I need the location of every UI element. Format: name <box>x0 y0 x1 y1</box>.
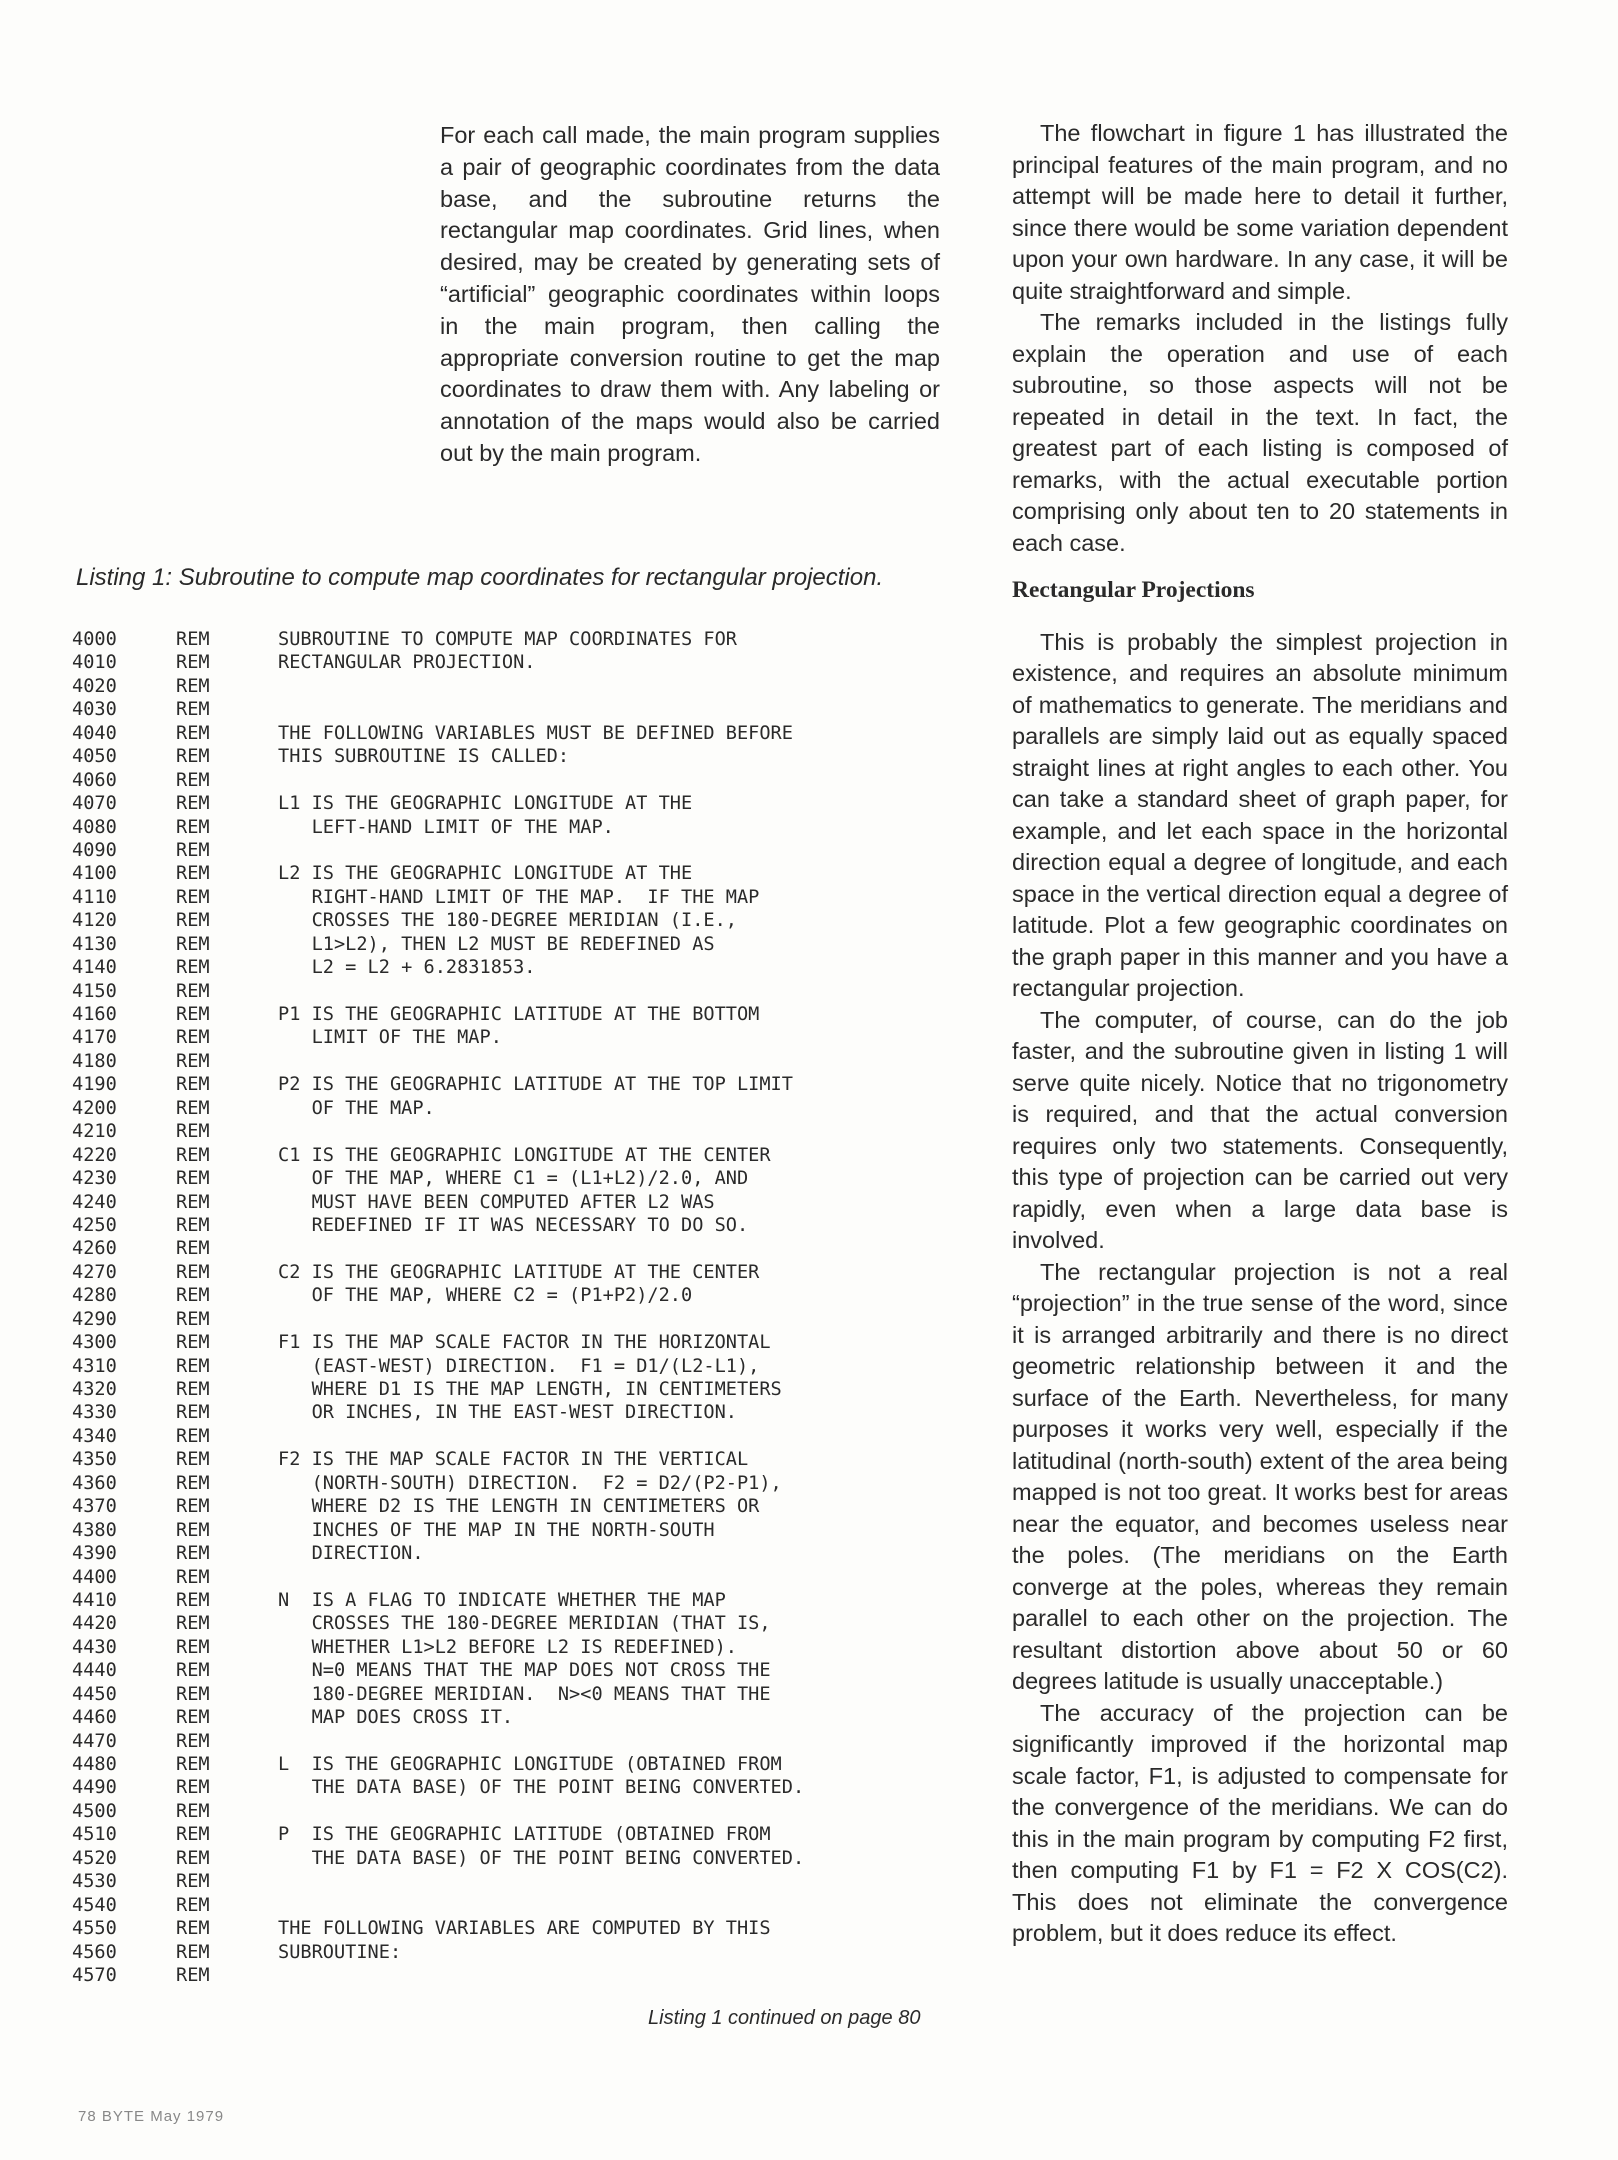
line-number: 4290 <box>72 1308 117 1330</box>
listing-line <box>72 1237 972 1260</box>
listing-caption: Listing 1: Subroutine to compute map coordinates for rectangular projection. <box>76 564 884 591</box>
listing-line <box>72 1050 972 1073</box>
line-text: SUBROUTINE TO COMPUTE MAP COORDINATES FOR <box>278 629 737 650</box>
line-text <box>278 1425 972 1448</box>
line-text: L1 IS THE GEOGRAPHIC LONGITUDE AT THE <box>278 793 693 815</box>
listing-line <box>72 1472 972 1495</box>
line-text: INCHES OF THE MAP IN THE NORTH-SOUTH <box>278 1519 715 1541</box>
line-text: RECTANGULAR PROJECTION. <box>278 652 536 674</box>
listing-line <box>72 628 972 651</box>
line-text: N IS A FLAG TO INDICATE WHETHER THE MAP <box>278 1589 726 1611</box>
line-number: 4060 <box>72 769 117 791</box>
rem-keyword: REM <box>176 886 210 908</box>
intro-paragraph: For each call made, the main program supplies a pair of geographic coordinates from the data base, and the subroutine returns the rectangular map coordinates. Grid lines, when desired, may be created by generating sets of “artificial” geographic coordinates within loops in the main program, then calling the appropriate conversion routine to get the map coordinates to draw them with. Any labeling or annotation of the maps would also be carried out by the main program. <box>440 122 940 466</box>
listing-line <box>72 956 972 979</box>
rem-keyword: REM <box>176 699 210 721</box>
rem-keyword: REM <box>176 1566 210 1588</box>
line-text: THE FOLLOWING VARIABLES MUST BE DEFINED BEFORE <box>278 722 793 744</box>
line-number: 4430 <box>72 1636 117 1658</box>
line-text: WHERE D2 IS THE LENGTH IN CENTIMETERS OR <box>278 1496 760 1518</box>
line-number: 4410 <box>72 1589 117 1611</box>
rem-keyword: REM <box>176 1121 210 1143</box>
listing-line <box>72 1964 972 1987</box>
line-text: OF THE MAP, WHERE C1 = (L1+L2)/2.0, AND <box>278 1168 749 1190</box>
line-text: THIS SUBROUTINE IS CALLED: <box>278 746 570 768</box>
right-column <box>1012 118 1508 1950</box>
rem-keyword: REM <box>176 980 210 1002</box>
line-text: WHERE D1 IS THE MAP LENGTH, IN CENTIMETERS <box>278 1379 782 1400</box>
rem-keyword: REM <box>176 1261 210 1283</box>
line-text: CROSSES THE 180-DEGREE MERIDIAN (I.E., <box>278 910 737 932</box>
rem-keyword: REM <box>176 1613 210 1635</box>
listing-line <box>72 909 972 932</box>
line-text: F2 IS THE MAP SCALE FACTOR IN THE VERTICAL <box>278 1449 749 1471</box>
line-text: RIGHT-HAND LIMIT OF THE MAP. IF THE MAP <box>278 886 760 908</box>
listing-line <box>72 1214 972 1237</box>
listing-line <box>72 1519 972 1542</box>
line-number: 4320 <box>72 1379 117 1400</box>
line-number: 4160 <box>72 1004 117 1025</box>
rem-keyword: REM <box>176 1214 210 1236</box>
line-number: 4100 <box>72 863 117 885</box>
line-text: DIRECTION. <box>278 1543 424 1565</box>
line-number: 4230 <box>72 1168 117 1190</box>
line-text: N=0 MEANS THAT THE MAP DOES NOT CROSS THE <box>278 1660 771 1682</box>
line-number: 4480 <box>72 1754 117 1775</box>
line-number: 4340 <box>72 1425 117 1447</box>
listing-line <box>72 1284 972 1307</box>
listing-line <box>72 1800 972 1823</box>
line-text: THE DATA BASE) OF THE POINT BEING CONVERTED. <box>278 1777 805 1799</box>
listing-line <box>72 1495 972 1518</box>
paragraph-not-real-projection: The rectangular projection is not a real “projection” in the true sense of the word, since it is arranged arbitrarily and there is no direct geometric relationship between it and the surface of the Earth. Nevertheless, for many purposes it works very well, especially if the latitudinal (north-south) extent of the area being mapped is not too great. It works best for areas near the equator, and becomes useless near the poles. (The meridians on the Earth converge at the poles, whereas they remain parallel to each other on the projection. The resultant distortion above about 50 or 60 degrees latitude is usually unacceptable.) <box>1012 1258 1508 1694</box>
listing-line <box>72 839 972 862</box>
listing-line <box>72 1894 972 1917</box>
listing-line <box>72 1776 972 1799</box>
rem-keyword: REM <box>176 1472 210 1494</box>
listing-line <box>72 816 972 839</box>
line-text: P IS THE GEOGRAPHIC LATITUDE (OBTAINED FROM <box>278 1824 771 1846</box>
listing-line <box>72 1636 972 1659</box>
listing-line <box>72 1753 972 1776</box>
rem-keyword: REM <box>176 1379 210 1400</box>
line-number: 4270 <box>72 1261 117 1283</box>
listing-line <box>72 1683 972 1706</box>
line-text <box>278 1050 972 1073</box>
line-text: L2 IS THE GEOGRAPHIC LONGITUDE AT THE <box>278 863 693 885</box>
line-text: L2 = L2 + 6.2831853. <box>278 957 536 979</box>
paragraph-remarks: The remarks included in the listings fully explain the operation and use of each subroutine, so those aspects will not be repeated in detail in the text. In fact, the greatest part of each listing is composed of remarks, with the actual executable portion comprising only about ten to 20 statements in each case. <box>1012 309 1508 556</box>
line-text <box>278 839 972 862</box>
rem-keyword: REM <box>176 910 210 932</box>
line-number: 4530 <box>72 1871 117 1893</box>
line-number: 4400 <box>72 1566 117 1588</box>
rem-keyword: REM <box>176 1683 210 1705</box>
rem-keyword: REM <box>176 863 210 885</box>
listing-line <box>72 1191 972 1214</box>
rem-keyword: REM <box>176 1847 210 1869</box>
listing-line <box>72 792 972 815</box>
line-text <box>278 769 972 792</box>
listing-line <box>72 651 972 674</box>
line-number: 4040 <box>72 722 117 744</box>
line-number: 4500 <box>72 1800 117 1822</box>
rem-keyword: REM <box>176 769 210 791</box>
line-number: 4520 <box>72 1847 117 1869</box>
line-number: 4390 <box>72 1543 117 1565</box>
line-number: 4210 <box>72 1121 117 1143</box>
rem-keyword: REM <box>176 1918 210 1940</box>
line-text: P1 IS THE GEOGRAPHIC LATITUDE AT THE BOTTOM <box>278 1004 760 1025</box>
line-text: OF THE MAP. <box>278 1097 435 1119</box>
listing-line <box>72 1823 972 1846</box>
line-text: LEFT-HAND LIMIT OF THE MAP. <box>278 816 614 838</box>
line-number: 4380 <box>72 1519 117 1541</box>
rem-keyword: REM <box>176 1707 210 1729</box>
rem-keyword: REM <box>176 1402 210 1424</box>
rem-keyword: REM <box>176 1754 210 1775</box>
rem-keyword: REM <box>176 1144 210 1166</box>
listing-line <box>72 1401 972 1424</box>
line-number: 4250 <box>72 1214 117 1236</box>
listing-continued-note: Listing 1 continued on page 80 <box>648 2007 921 2029</box>
line-text <box>278 1894 972 1917</box>
line-text <box>278 1730 972 1753</box>
line-number: 4360 <box>72 1472 117 1494</box>
line-number: 4300 <box>72 1332 117 1354</box>
listing-line <box>72 933 972 956</box>
paragraph-accuracy: The accuracy of the projection can be significantly improved if the horizontal map scale factor, F1, is adjusted to compensate for the convergence of the meridians. We can do this in the main program by computing F2 first, then computing F1 by F1 = F2 X COS(C2). This does not eliminate the convergence problem, but it does reduce its effect. <box>1012 1699 1508 1946</box>
rem-keyword: REM <box>176 1191 210 1213</box>
rem-keyword: REM <box>176 1636 210 1658</box>
line-text: F1 IS THE MAP SCALE FACTOR IN THE HORIZONTAL <box>278 1332 771 1354</box>
line-number: 4170 <box>72 1027 117 1049</box>
rem-keyword: REM <box>176 1777 210 1799</box>
rem-keyword: REM <box>176 1964 210 1986</box>
paragraph-flowchart: The flowchart in figure 1 has illustrated the principal features of the main program, and no attempt will be made here to detail it further, since there would be some variation dependent upon your own hardware. In any case, it will be quite straightforward and simple. <box>1012 120 1508 304</box>
listing-line <box>72 1847 972 1870</box>
listing-line <box>72 886 972 909</box>
code-listing <box>72 628 972 1987</box>
listing-line <box>72 1589 972 1612</box>
paragraph-simplest: This is probably the simplest projection in existence, and requires an absolute minimum of mathematics to generate. The meridians and parallels are simply laid out as equally spaced straight lines at right angles to each other. You can take a standard sheet of graph paper, for example, and let each space in the horizontal direction equal a degree of longitude, and each space in the vertical direction equal a degree of latitude. Plot a few geographic coordinates on the graph paper in this manner and you have a rectangular projection. <box>1012 628 1508 1001</box>
line-number: 4110 <box>72 886 117 908</box>
line-number: 4330 <box>72 1402 117 1424</box>
listing-line <box>72 1542 972 1565</box>
rem-keyword: REM <box>176 1589 210 1611</box>
line-number: 4550 <box>72 1918 117 1940</box>
listing-line <box>72 1917 972 1940</box>
rem-keyword: REM <box>176 1285 210 1307</box>
line-text <box>278 1237 972 1260</box>
line-number: 4220 <box>72 1144 117 1166</box>
rem-keyword: REM <box>176 1824 210 1846</box>
line-number: 4150 <box>72 980 117 1002</box>
line-number: 4080 <box>72 816 117 838</box>
line-number: 4070 <box>72 793 117 815</box>
line-number: 4510 <box>72 1824 117 1846</box>
rem-keyword: REM <box>176 1519 210 1541</box>
line-text: REDEFINED IF IT WAS NECESSARY TO DO SO. <box>278 1214 749 1236</box>
rem-keyword: REM <box>176 1871 210 1893</box>
rem-keyword: REM <box>176 722 210 744</box>
listing-line <box>72 745 972 768</box>
listing-line <box>72 722 972 745</box>
rem-keyword: REM <box>176 1168 210 1190</box>
line-number: 4350 <box>72 1449 117 1471</box>
line-number: 4490 <box>72 1777 117 1799</box>
line-number: 4120 <box>72 910 117 932</box>
line-text: LIMIT OF THE MAP. <box>278 1027 502 1049</box>
listing-line <box>72 1331 972 1354</box>
listing-line <box>72 1730 972 1753</box>
listing-line <box>72 1167 972 1190</box>
rem-keyword: REM <box>176 1730 210 1752</box>
line-text <box>278 1120 972 1143</box>
listing-line <box>72 1308 972 1331</box>
rem-keyword: REM <box>176 839 210 861</box>
line-text: MUST HAVE BEEN COMPUTED AFTER L2 WAS <box>278 1191 715 1213</box>
rem-keyword: REM <box>176 1004 210 1025</box>
line-number: 4560 <box>72 1941 117 1963</box>
section-heading: Rectangular Projections <box>1012 577 1255 603</box>
line-number: 4180 <box>72 1050 117 1072</box>
line-text: L1>L2), THEN L2 MUST BE REDEFINED AS <box>278 933 715 955</box>
line-text: THE FOLLOWING VARIABLES ARE COMPUTED BY THIS <box>278 1918 771 1940</box>
listing-line <box>72 1026 972 1049</box>
rem-keyword: REM <box>176 1355 210 1377</box>
listing-line <box>72 1355 972 1378</box>
rem-keyword: REM <box>176 957 210 979</box>
rem-keyword: REM <box>176 933 210 955</box>
rem-keyword: REM <box>176 1027 210 1049</box>
line-text <box>278 1308 972 1331</box>
listing-line <box>72 1003 972 1026</box>
line-text: C1 IS THE GEOGRAPHIC LONGITUDE AT THE CENTER <box>278 1144 771 1166</box>
line-text: (EAST-WEST) DIRECTION. F1 = D1/(L2-L1), <box>278 1355 760 1377</box>
line-text <box>278 698 972 721</box>
listing-line <box>72 1120 972 1143</box>
rem-keyword: REM <box>176 1800 210 1822</box>
intro-text-block <box>440 120 940 470</box>
line-number: 4090 <box>72 839 117 861</box>
line-text: MAP DOES CROSS IT. <box>278 1707 514 1729</box>
line-text: P2 IS THE GEOGRAPHIC LATITUDE AT THE TOP LIMIT <box>278 1074 793 1096</box>
rem-keyword: REM <box>176 675 210 697</box>
listing-line <box>72 1659 972 1682</box>
line-number: 4570 <box>72 1964 117 1986</box>
paragraph-computer: The computer, of course, can do the job faster, and the subroutine given in listing 1 will serve quite nicely. Notice that no trigonometry is required, and that the actual conversion requires only two statements. Consequently, this type of projection can be carried out very rapidly, even when a large data base is involved. <box>1012 1006 1508 1253</box>
line-number: 4140 <box>72 957 117 979</box>
listing-line <box>72 769 972 792</box>
rem-keyword: REM <box>176 629 210 650</box>
line-number: 4000 <box>72 629 117 650</box>
rem-keyword: REM <box>176 816 210 838</box>
rem-keyword: REM <box>176 1425 210 1447</box>
rem-keyword: REM <box>176 1543 210 1565</box>
line-number: 4260 <box>72 1238 117 1260</box>
rem-keyword: REM <box>176 1074 210 1096</box>
line-text: THE DATA BASE) OF THE POINT BEING CONVERTED. <box>278 1847 805 1869</box>
line-text: L IS THE GEOGRAPHIC LONGITUDE (OBTAINED FROM <box>278 1754 782 1775</box>
line-number: 4450 <box>72 1683 117 1705</box>
listing-line <box>72 675 972 698</box>
line-number: 4130 <box>72 933 117 955</box>
listing-line <box>72 1073 972 1096</box>
line-number: 4420 <box>72 1613 117 1635</box>
line-text: OF THE MAP, WHERE C2 = (P1+P2)/2.0 <box>278 1285 693 1307</box>
line-number: 4200 <box>72 1097 117 1119</box>
rem-keyword: REM <box>176 1894 210 1916</box>
rem-keyword: REM <box>176 1941 210 1963</box>
rem-keyword: REM <box>176 746 210 768</box>
line-text <box>278 980 972 1003</box>
page-footer: 78 BYTE May 1979 <box>78 2108 225 2125</box>
line-number: 4190 <box>72 1074 117 1096</box>
listing-line <box>72 1612 972 1635</box>
line-text: 180-DEGREE MERIDIAN. N><0 MEANS THAT THE <box>278 1683 771 1705</box>
line-text: WHETHER L1>L2 BEFORE L2 IS REDEFINED). <box>278 1636 737 1658</box>
line-text: SUBROUTINE: <box>278 1941 402 1963</box>
line-number: 4020 <box>72 675 117 697</box>
listing-line <box>72 1870 972 1893</box>
line-number: 4050 <box>72 746 117 768</box>
line-text: C2 IS THE GEOGRAPHIC LATITUDE AT THE CENTER <box>278 1261 760 1283</box>
listing-line <box>72 980 972 1003</box>
listing-line <box>72 1706 972 1729</box>
line-text <box>278 675 972 698</box>
line-text: (NORTH-SOUTH) DIRECTION. F2 = D2/(P2-P1), <box>278 1472 782 1494</box>
line-number: 4470 <box>72 1730 117 1752</box>
rem-keyword: REM <box>176 1238 210 1260</box>
listing-line <box>72 1425 972 1448</box>
listing-line <box>72 1261 972 1284</box>
line-number: 4010 <box>72 652 117 674</box>
rem-keyword: REM <box>176 1050 210 1072</box>
line-text <box>278 1566 972 1589</box>
line-text: CROSSES THE 180-DEGREE MERIDIAN (THAT IS, <box>278 1613 771 1635</box>
listing-line <box>72 1378 972 1401</box>
line-number: 4540 <box>72 1894 117 1916</box>
rem-keyword: REM <box>176 1660 210 1682</box>
rem-keyword: REM <box>176 793 210 815</box>
listing-line <box>72 698 972 721</box>
line-number: 4460 <box>72 1707 117 1729</box>
line-text: OR INCHES, IN THE EAST-WEST DIRECTION. <box>278 1402 737 1424</box>
rem-keyword: REM <box>176 1097 210 1119</box>
listing-line <box>72 1144 972 1167</box>
line-number: 4310 <box>72 1355 117 1377</box>
listing-line <box>72 1941 972 1964</box>
listing-line <box>72 1448 972 1471</box>
line-text <box>278 1800 972 1823</box>
listing-line <box>72 1566 972 1589</box>
line-number: 4240 <box>72 1191 117 1213</box>
rem-keyword: REM <box>176 1496 210 1518</box>
rem-keyword: REM <box>176 1308 210 1330</box>
line-number: 4030 <box>72 699 117 721</box>
rem-keyword: REM <box>176 652 210 674</box>
rem-keyword: REM <box>176 1449 210 1471</box>
line-number: 4370 <box>72 1496 117 1518</box>
rem-keyword: REM <box>176 1332 210 1354</box>
line-number: 4440 <box>72 1660 117 1682</box>
line-text <box>278 1964 972 1987</box>
listing-line <box>72 862 972 885</box>
listing-line <box>72 1097 972 1120</box>
line-text <box>278 1870 972 1893</box>
line-number: 4280 <box>72 1285 117 1307</box>
